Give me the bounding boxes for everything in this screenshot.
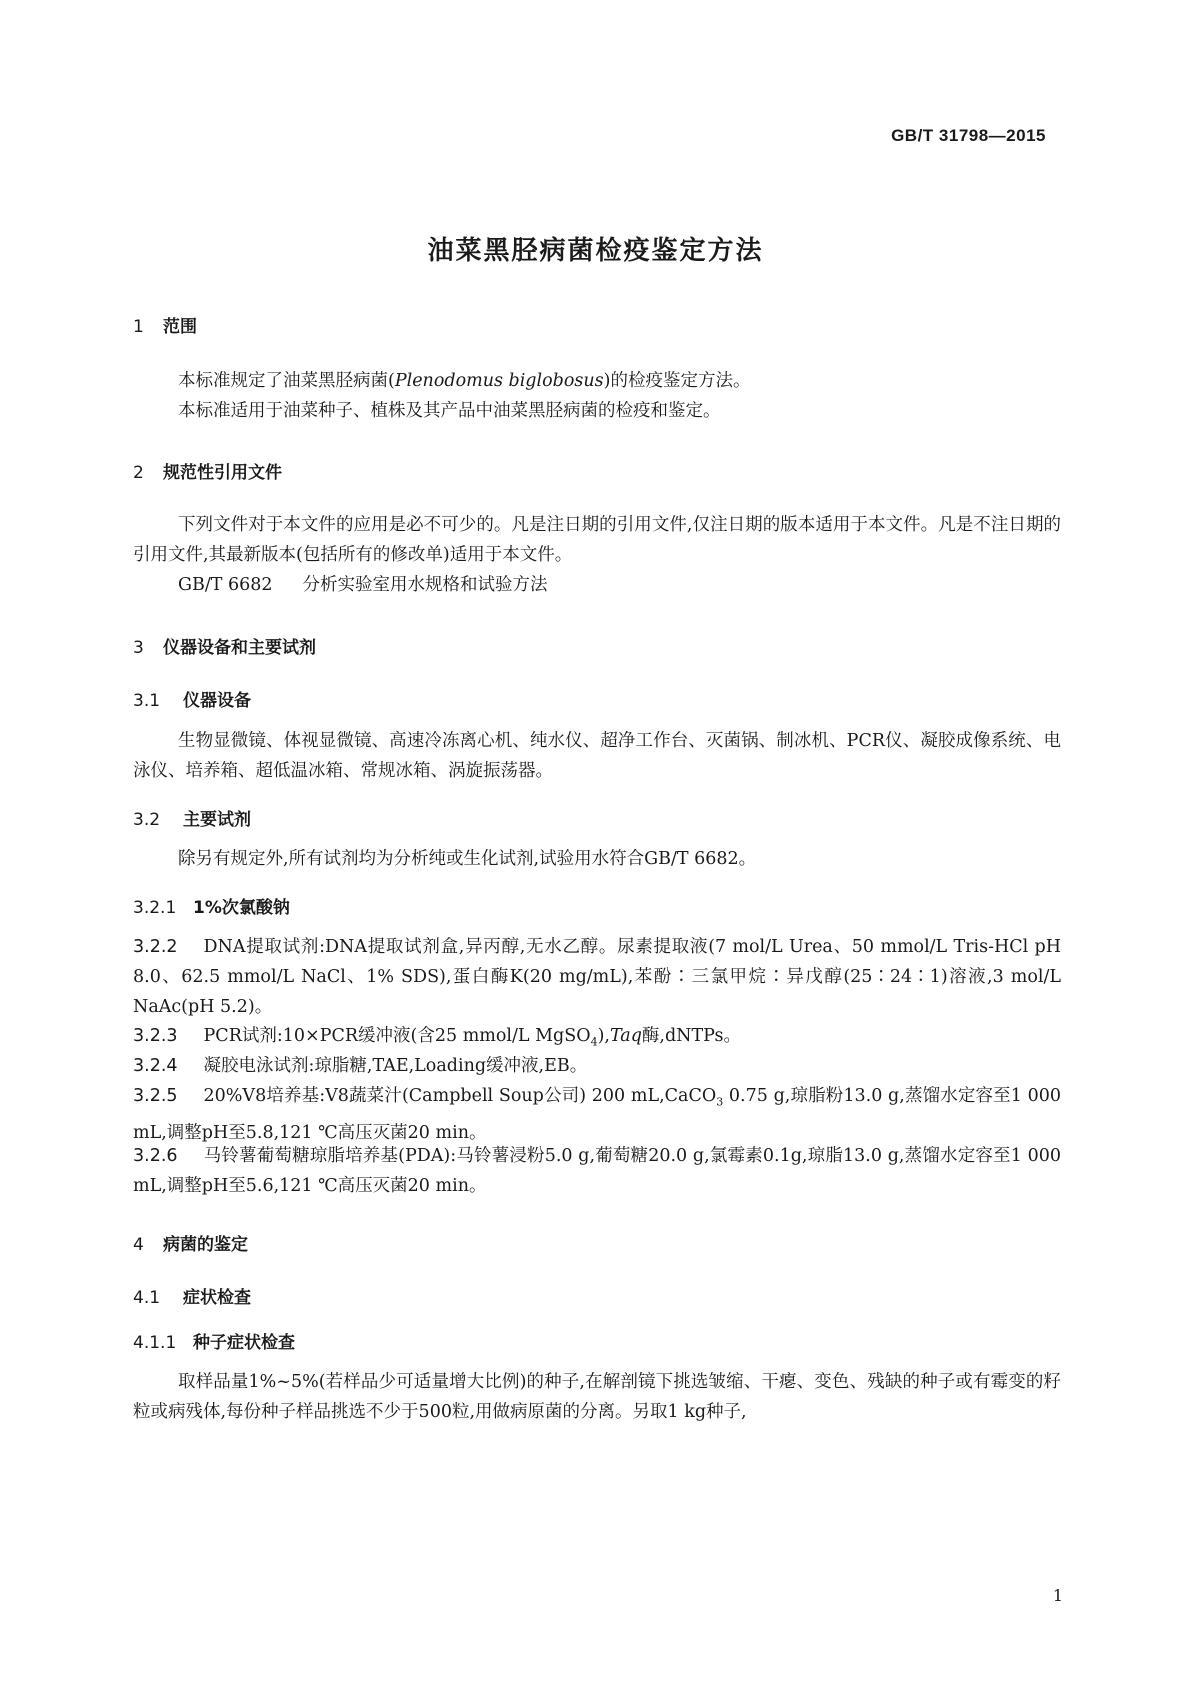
section-title: 范围: [163, 317, 197, 337]
section-title: 规范性引用文件: [163, 463, 282, 483]
section-4-1-heading: [133, 1283, 251, 1308]
section-title: 病菌的鉴定: [163, 1235, 248, 1255]
text: )的检疫鉴定方法。: [603, 371, 751, 391]
clause-number: 3.2.2: [133, 937, 178, 957]
section-3-1-paragraph: 生物显微镜、体视显微镜、高速冷冻离心机、纯水仪、超净工作台、灭菌锅、制冰机、PCR仪、凝胶成像系统、电泳仪、培养箱、超低温冰箱、常规冰箱、涡旋振荡器。: [133, 731, 1061, 781]
section-3-2-1-heading: [133, 893, 290, 918]
section-number: 3.2: [133, 810, 161, 830]
section-1-heading: [133, 312, 197, 337]
subscript: 4: [590, 1035, 598, 1049]
section-number: 4.1: [133, 1288, 161, 1308]
latin-name: Plenodomus biglobosus: [394, 371, 604, 391]
section-number: 3.1: [133, 691, 161, 711]
section-2-heading: [133, 458, 282, 483]
section-number: 3: [133, 638, 144, 658]
italic-term: Taq: [609, 1026, 642, 1046]
section-3-1-heading: [133, 686, 251, 711]
section-4-heading: [133, 1230, 248, 1255]
clause-text: 凝胶电泳试剂:琼脂糖,TAE,Loading缓冲液,EB。: [203, 1056, 588, 1076]
page-number: 1: [1052, 1586, 1063, 1605]
clause-text: 酶,dNTPs。: [641, 1026, 741, 1046]
section-number: 1: [133, 317, 144, 337]
section-3-2-paragraph: 除另有规定外,所有试剂均为分析纯或生化试剂,试验用水符合GB/T 6682。: [178, 849, 757, 869]
section-title: 主要试剂: [183, 810, 251, 830]
section-3-2-heading: [133, 805, 251, 830]
document-title: 油菜黑胫病菌检疫鉴定方法: [427, 236, 764, 266]
section-3-heading: [133, 633, 316, 658]
clause-3-2-6: [133, 1141, 1061, 1201]
reference-code: GB/T 6682: [178, 575, 273, 595]
clause-number: 3.2.5: [133, 1086, 178, 1106]
clause-text: PCR试剂:10×PCR缓冲液(含25 mmol/L MgSO: [203, 1026, 591, 1046]
section-4-1-1-heading: [133, 1328, 295, 1353]
clause-text: 马铃薯葡萄糖琼脂培养基(PDA):马铃薯浸粉5.0 g,葡萄糖20.0 g,氯霉素0.1g,琼脂13.0 g,蒸馏水定容至1 000 mL,调整pH至5.6,121 ℃高压灭菌20 min。: [133, 1146, 1061, 1196]
section-title: 症状检查: [183, 1288, 251, 1308]
clause-text: 0.75 g,琼脂粉13.0 g,蒸馏水定容至1 000 mL,调整pH至5.8,121 ℃高压灭菌20 min。: [133, 1086, 1061, 1143]
clause-3-2-5: [133, 1081, 1061, 1148]
section-title: 仪器设备和主要试剂: [163, 638, 316, 658]
section-number: 3.2.1: [133, 898, 177, 918]
standard-code: GB/T 31798—2015: [891, 126, 1046, 145]
clause-3-2-4: [133, 1051, 1061, 1081]
section-number: 4.1.1: [133, 1333, 177, 1353]
section-number: 2: [133, 463, 144, 483]
section-1-paragraph-2: 本标准适用于油菜种子、植株及其产品中油菜黑胫病菌的检疫和鉴定。: [178, 401, 721, 421]
reference-title: 分析实验室用水规格和试验方法: [302, 575, 548, 595]
clause-text: DNA提取试剂:DNA提取试剂盒,异丙醇,无水乙醇。尿素提取液(7 mol/L Urea、50 mmol/L Tris-HCl pH 8.0、62.5 mmol/L NaCl、1% SDS),蛋白酶K(20 mg/mL),苯酚∶三氯甲烷∶异戊醇(25∶24∶1)溶液,3 mol/L NaAc(pH 5.2)。: [133, 937, 1061, 1017]
clause-number: 3.2.6: [133, 1146, 178, 1166]
section-title: 仪器设备: [183, 691, 251, 711]
section-2-paragraph-1: 下列文件对于本文件的应用是必不可少的。凡是注日期的引用文件,仅注日期的版本适用于本文件。凡是不注日期的引用文件,其最新版本(包括所有的修改单)适用于本文件。: [133, 515, 1061, 565]
section-number: 4: [133, 1235, 144, 1255]
clause-3-2-2: [133, 932, 1061, 1022]
clause-number: 3.2.3: [133, 1026, 178, 1046]
normative-reference: [133, 570, 1061, 600]
section-1-paragraph-1: [133, 366, 1061, 396]
text: 本标准规定了油菜黑胫病菌(: [178, 371, 395, 391]
section-title: 1%次氯酸钠: [193, 898, 290, 918]
clause-number: 3.2.4: [133, 1056, 178, 1076]
section-title: 种子症状检查: [193, 1333, 295, 1353]
clause-text: 20%V8培养基:V8蔬菜汁(Campbell Soup公司) 200 mL,CaCO: [203, 1086, 717, 1106]
subscript: 3: [716, 1095, 724, 1109]
section-4-1-1-paragraph: 取样品量1%~5%(若样品少可适量增大比例)的种子,在解剖镜下挑选皱缩、干瘪、变色、残缺的种子或有霉变的籽粒或病残体,每份种子样品挑选不少于500粒,用做病原菌的分离。另取1 kg种子,: [133, 1372, 1061, 1422]
clause-text: ),: [597, 1026, 610, 1046]
